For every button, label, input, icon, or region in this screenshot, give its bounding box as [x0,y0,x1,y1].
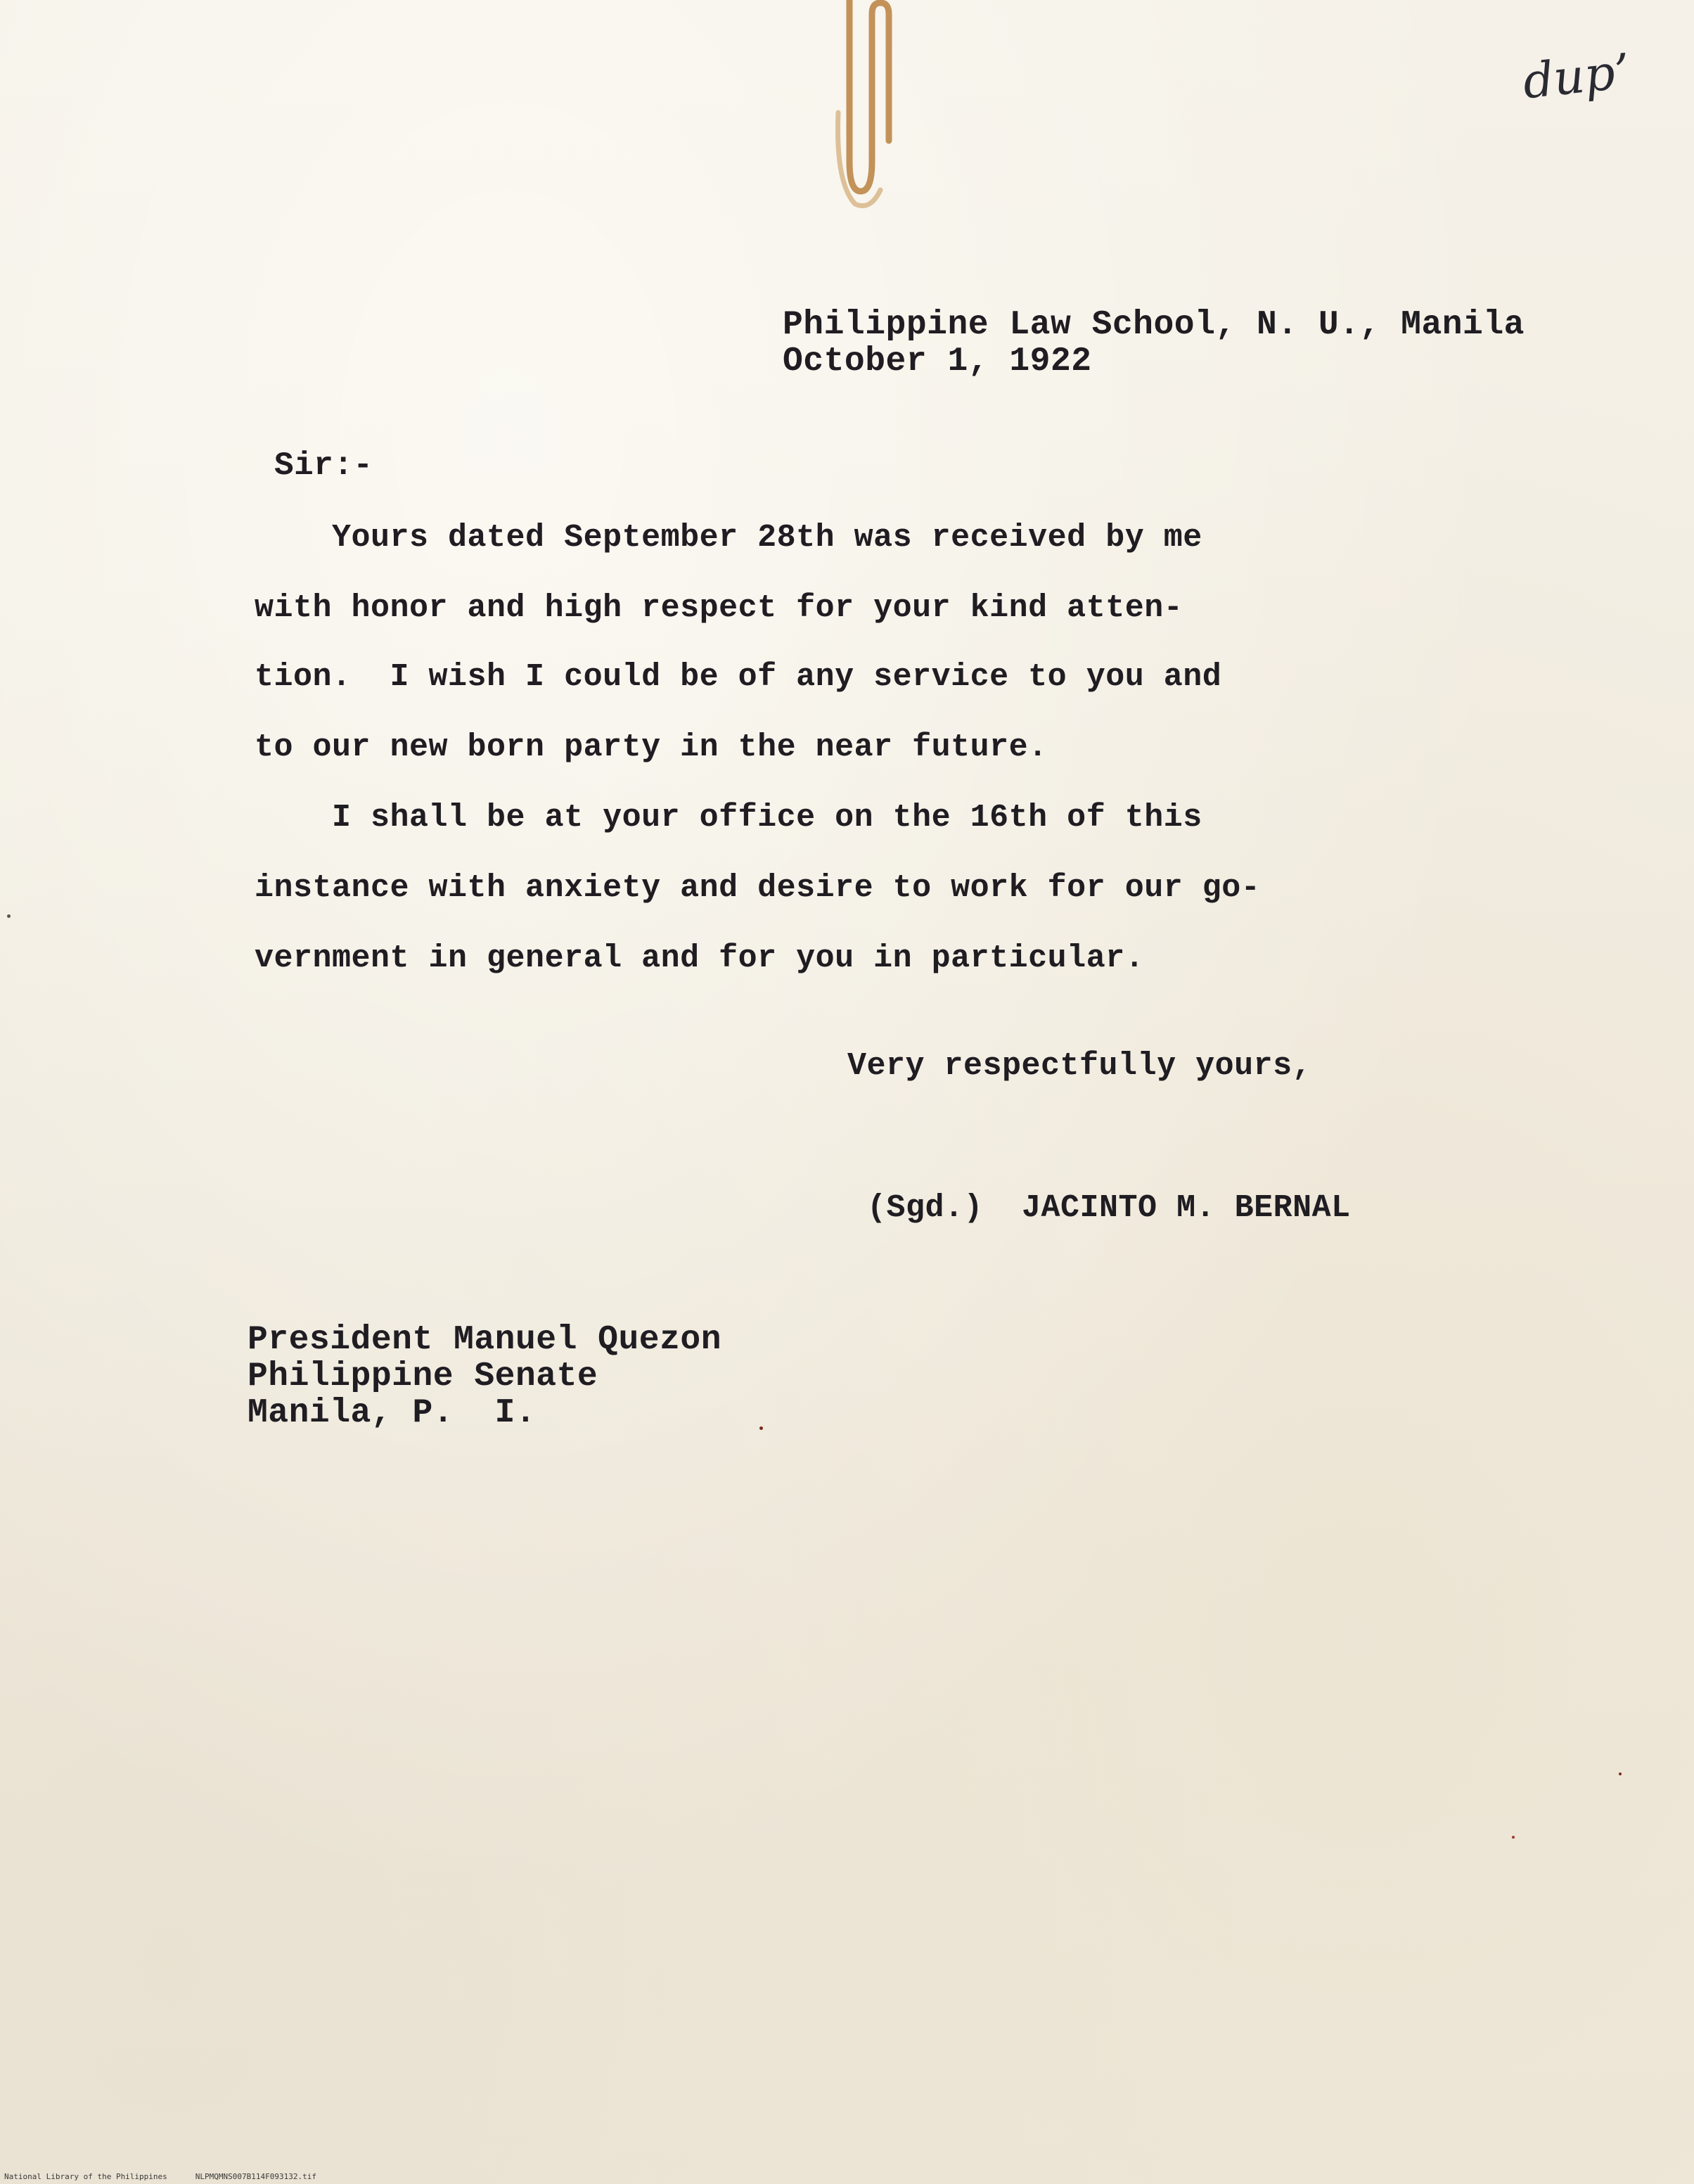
letterhead-place: Philippine Law School, N. U., Manila [783,306,1525,344]
body-line: I shall be at your office on the 16th of this [255,800,1202,836]
body-line: instance with anxiety and desire to work for our go- [255,870,1261,906]
addressee-city: Manila, P. I. [248,1394,537,1432]
paper-speck [1619,1773,1622,1775]
paper-speck [1512,1836,1515,1839]
paper-speck [759,1426,763,1430]
body-line: with honor and high respect for your kind atten- [255,590,1183,626]
scan-footer [4,2172,345,2181]
salutation: Sir:- [274,447,373,484]
body-line: tion. I wish I could be of any service to you and [255,659,1222,695]
body-line: vernment in general and for you in particular. [255,940,1145,976]
complimentary-close: Very respectfully yours, [847,1048,1312,1084]
body-line: Yours dated September 28th was received by me [255,520,1202,556]
addressee-institution: Philippine Senate [248,1358,598,1396]
letter-date: October 1, 1922 [783,343,1092,381]
footer-library: National Library of the Philippines [4,2172,167,2181]
body-line: to our new born party in the near future. [255,729,1048,765]
paperclip-stain [821,0,893,211]
handwritten-annotation: dup’ [1520,44,1633,110]
addressee-name: President Manuel Quezon [248,1321,722,1359]
paper-speck [7,914,11,918]
footer-filename: NLPMQMNS007B114F093132.tif [195,2172,316,2181]
signature-line: (Sgd.) JACINTO M. BERNAL [867,1190,1351,1226]
